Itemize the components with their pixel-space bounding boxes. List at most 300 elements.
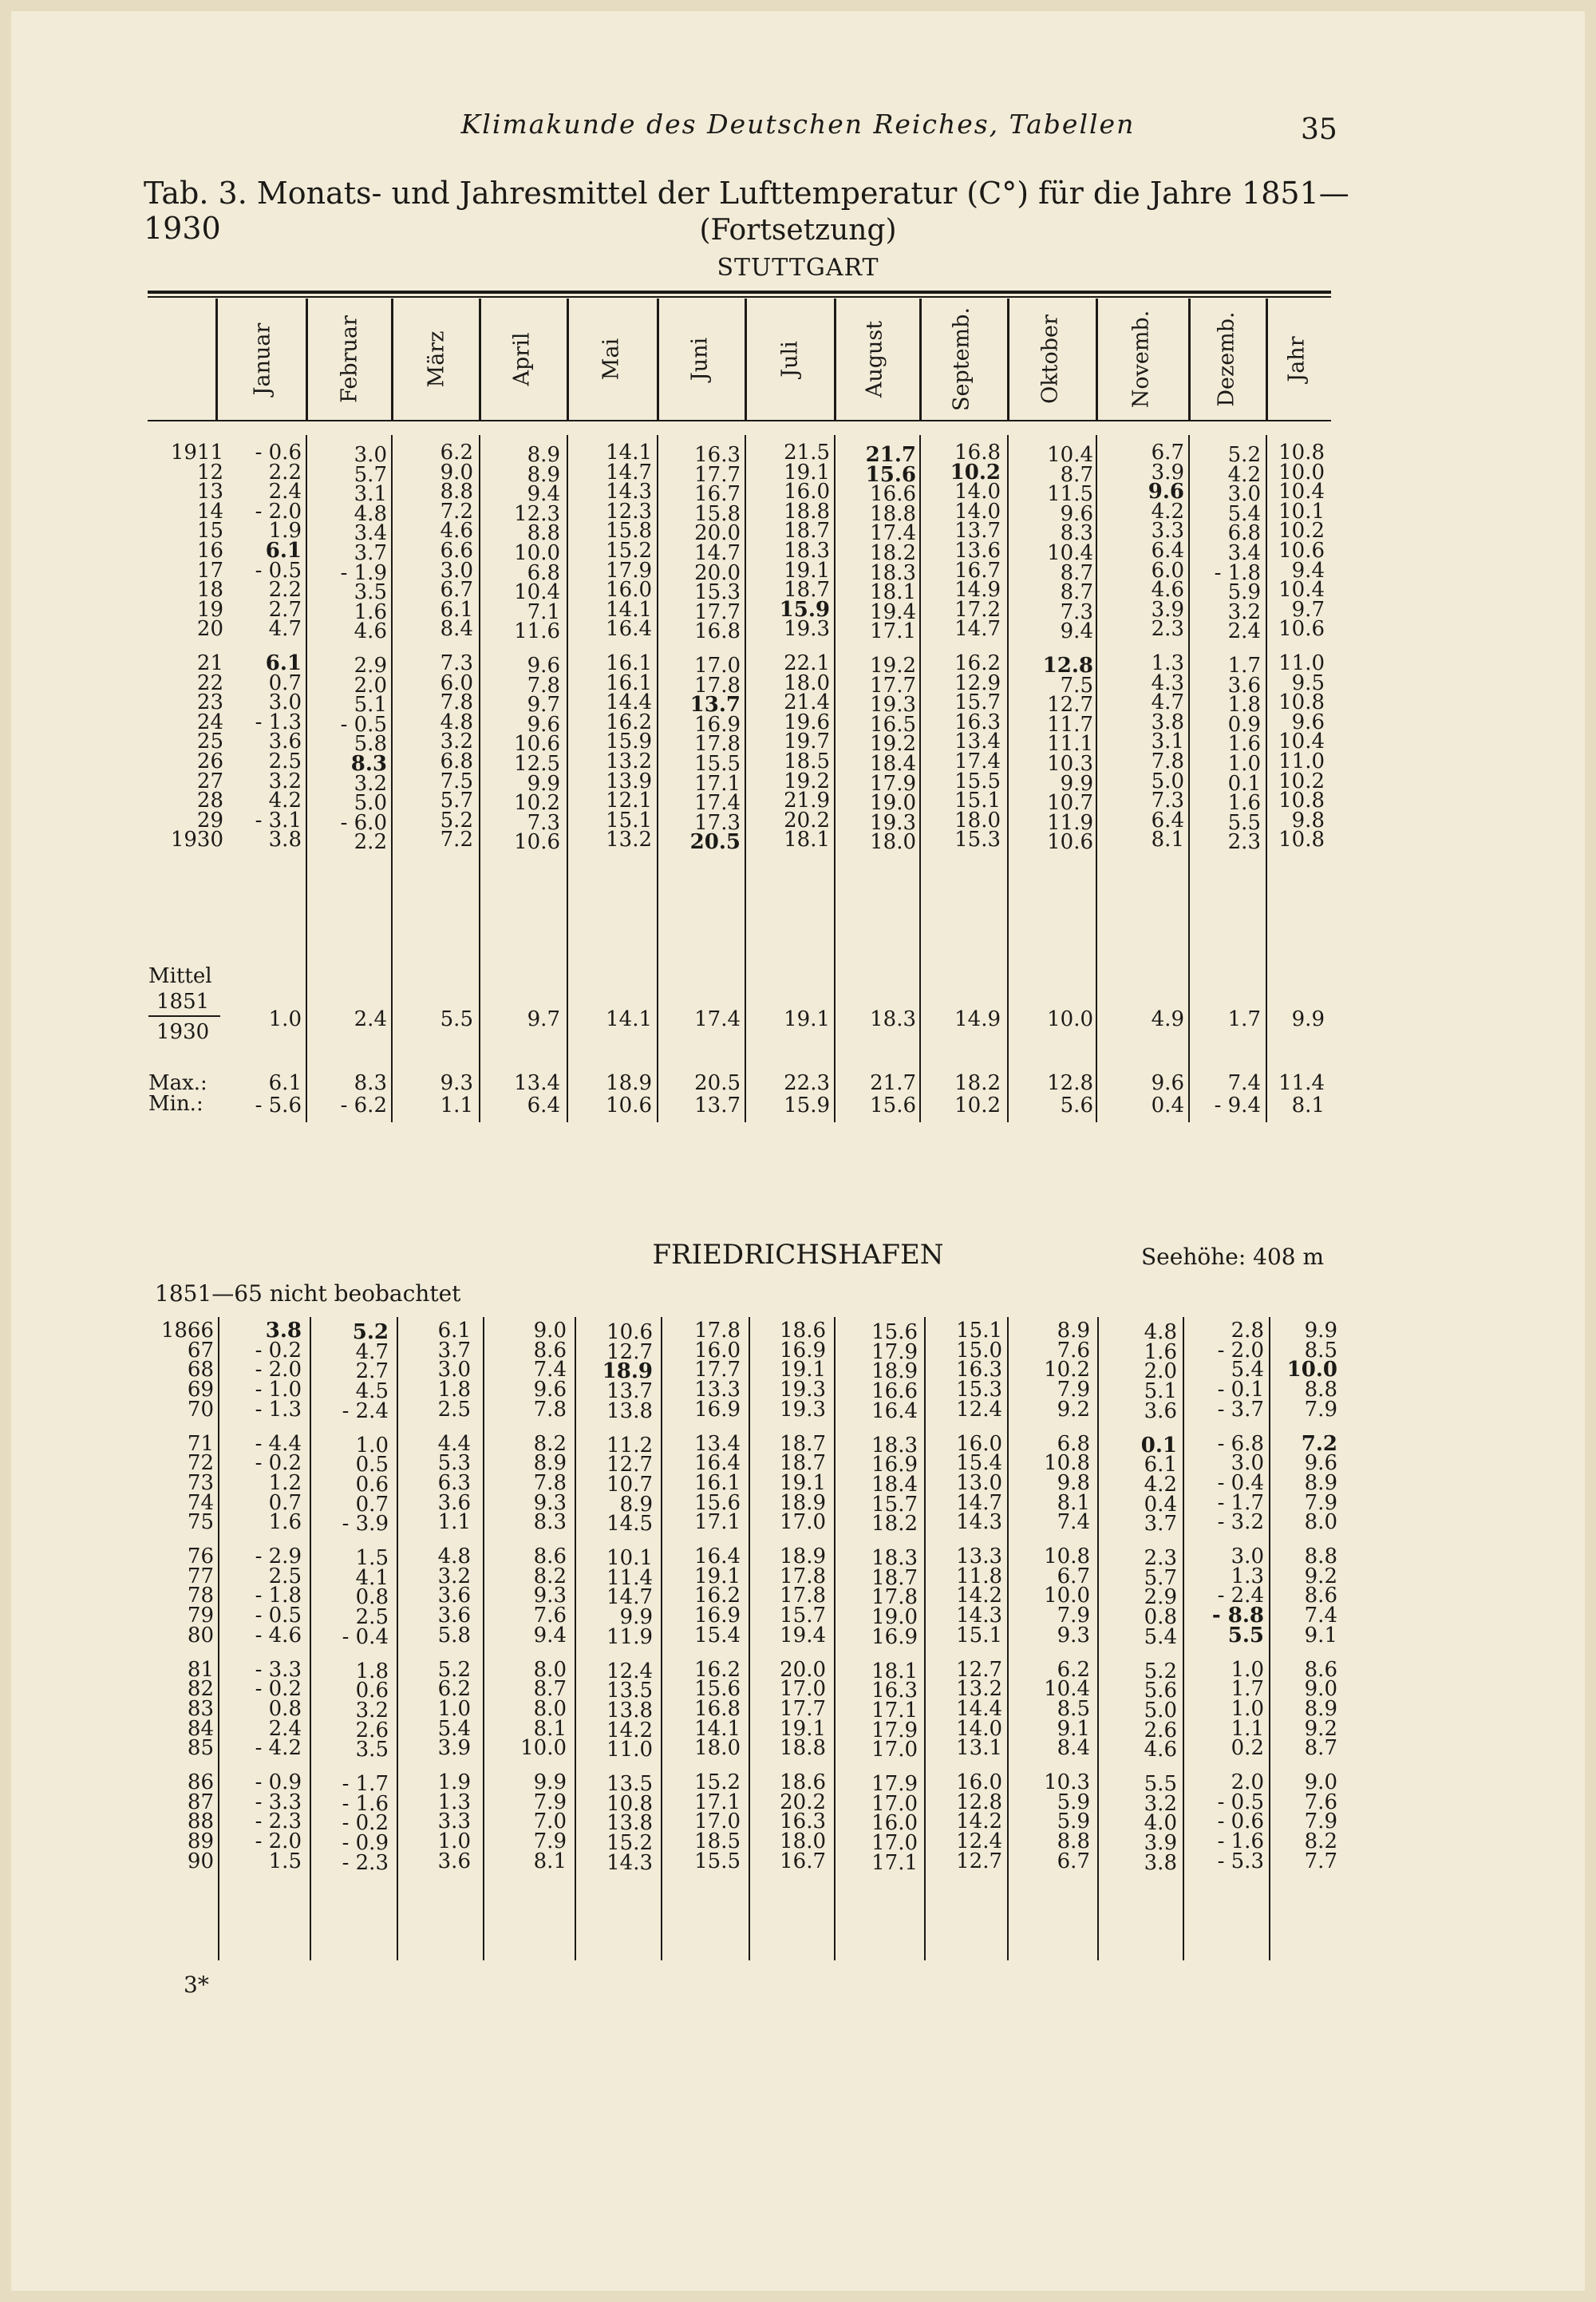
column-rule xyxy=(310,1317,311,1960)
value-cell: 3.0 xyxy=(1231,1451,1264,1476)
value-cell: 0.1 xyxy=(1227,771,1261,796)
value-cell: 0.8 xyxy=(1144,1605,1177,1630)
value-cell: 16.9 xyxy=(694,1604,741,1628)
value-cell: 9.4 xyxy=(533,1623,567,1647)
value-cell: 15.7 xyxy=(780,1604,826,1628)
value-cell: 1.8 xyxy=(355,1659,389,1683)
value-cell: 18.1 xyxy=(870,580,916,605)
value-cell: - 2.3 xyxy=(342,1850,389,1875)
value-cell: 9.5 xyxy=(1291,670,1325,695)
value-cell: 1.9 xyxy=(437,1770,471,1794)
value-cell: 8.7 xyxy=(533,1677,567,1702)
value-cell: 5.0 xyxy=(354,791,387,816)
value-cell: 3.4 xyxy=(1227,541,1261,565)
value-cell: 9.9 xyxy=(1060,771,1093,796)
value-cell: 14.7 xyxy=(606,460,652,485)
column-rule xyxy=(575,1317,576,1960)
value-cell: 16.9 xyxy=(780,1338,826,1363)
year-label: 88 xyxy=(187,1810,214,1834)
value-cell: 17.4 xyxy=(694,791,741,816)
mittel-value: 18.3 xyxy=(870,1007,916,1031)
value-cell: 9.2 xyxy=(1304,1716,1337,1741)
header-rule-top-thin xyxy=(148,296,1331,298)
value-cell: 16.3 xyxy=(954,710,1001,734)
value-cell: 8.6 xyxy=(533,1545,567,1568)
year-label: 84 xyxy=(187,1716,214,1741)
value-cell: - 1.8 xyxy=(1214,560,1261,585)
value-cell: 13.7 xyxy=(606,1379,653,1404)
value-cell: 12.5 xyxy=(514,752,560,776)
min-value: 1.1 xyxy=(440,1094,473,1117)
value-cell: - 4.4 xyxy=(255,1431,302,1456)
value-cell: 3.8 xyxy=(1151,710,1184,734)
value-cell: - 0.5 xyxy=(340,712,387,737)
value-cell: 3.7 xyxy=(354,541,387,565)
value-cell: 17.7 xyxy=(694,599,741,624)
table-title-continued: (Fortsetzung) xyxy=(699,214,897,247)
value-cell: 17.9 xyxy=(871,1339,918,1364)
value-cell: 5.4 xyxy=(1144,1624,1177,1649)
value-cell: 8.3 xyxy=(350,752,387,776)
value-cell: 5.5 xyxy=(1227,1623,1264,1647)
value-cell: 3.8 xyxy=(268,828,302,852)
value-cell: 12.4 xyxy=(956,1397,1002,1422)
value-cell: 4.6 xyxy=(440,519,473,544)
min-value: 6.4 xyxy=(527,1094,560,1117)
value-cell: 14.1 xyxy=(694,1716,741,1741)
value-cell: 16.4 xyxy=(694,1451,741,1476)
month-header-label: Februar xyxy=(337,315,362,403)
value-cell: - 0.9 xyxy=(342,1831,389,1856)
max-value: 11.4 xyxy=(1278,1071,1325,1095)
value-cell: 3.6 xyxy=(437,1604,471,1628)
value-cell: 2.5 xyxy=(268,1564,302,1588)
max-value: 18.2 xyxy=(954,1071,1001,1095)
value-cell: 1.6 xyxy=(354,599,387,624)
month-header-label: Dezemb. xyxy=(1214,311,1239,407)
value-cell: 5.6 xyxy=(1144,1679,1177,1703)
value-cell: 3.2 xyxy=(354,771,387,796)
value-cell: 12.7 xyxy=(956,1849,1002,1873)
value-cell: 20.5 xyxy=(689,830,741,855)
column-rule xyxy=(1266,299,1268,420)
value-cell: 15.6 xyxy=(871,1320,918,1344)
value-cell: 1.9 xyxy=(268,519,302,544)
value-cell: 8.0 xyxy=(1304,1510,1337,1535)
value-cell: 17.0 xyxy=(780,1510,826,1535)
month-header-label: Oktober xyxy=(1037,314,1063,404)
value-cell: 19.1 xyxy=(694,1564,741,1588)
value-cell: 3.0 xyxy=(1227,482,1261,507)
value-cell: 1.5 xyxy=(268,1849,302,1873)
value-cell: 17.7 xyxy=(780,1696,826,1721)
value-cell: 13.2 xyxy=(606,750,652,773)
column-rule xyxy=(657,299,659,420)
value-cell: 16.8 xyxy=(694,1696,741,1721)
value-cell: 10.6 xyxy=(1047,830,1093,855)
value-cell: 3.3 xyxy=(1151,519,1184,544)
column-rule xyxy=(661,1317,662,1960)
value-cell: - 0.4 xyxy=(342,1624,389,1649)
value-cell: 11.7 xyxy=(1047,712,1093,737)
value-cell: 1.3 xyxy=(1231,1564,1264,1588)
value-cell: 9.1 xyxy=(1057,1716,1090,1741)
value-cell: 8.9 xyxy=(1057,1319,1090,1343)
value-cell: 19.3 xyxy=(870,693,916,718)
value-cell: 1.6 xyxy=(268,1510,302,1535)
year-label: 15 xyxy=(196,519,223,544)
value-cell: 5.5 xyxy=(1144,1772,1177,1796)
value-cell: 10.7 xyxy=(606,1472,653,1497)
value-cell: 14.4 xyxy=(606,690,652,715)
value-cell: 6.2 xyxy=(437,1677,471,1702)
year-label: 17 xyxy=(196,558,223,583)
value-cell: 9.0 xyxy=(533,1319,567,1343)
year-label: 90 xyxy=(187,1849,214,1873)
min-value: 13.7 xyxy=(694,1094,741,1117)
year-label: 12 xyxy=(196,460,223,485)
value-cell: 1.0 xyxy=(355,1433,389,1458)
value-cell: 13.8 xyxy=(606,1698,653,1723)
year-label: 18 xyxy=(196,578,223,603)
value-cell: 3.6 xyxy=(437,1584,471,1608)
value-cell: 9.8 xyxy=(1291,808,1325,833)
value-cell: 1.6 xyxy=(1227,791,1261,816)
value-cell: 10.4 xyxy=(1278,730,1325,754)
value-cell: 5.2 xyxy=(437,1657,471,1682)
value-cell: 8.1 xyxy=(533,1849,567,1873)
column-rule xyxy=(1269,1317,1270,1960)
value-cell: 12.7 xyxy=(606,1453,653,1477)
value-cell: 17.9 xyxy=(871,1718,918,1742)
max-value: 13.4 xyxy=(514,1071,560,1095)
value-cell: 3.6 xyxy=(437,1490,471,1515)
value-cell: 2.2 xyxy=(268,578,302,603)
value-cell: 18.0 xyxy=(784,670,830,695)
month-header-label: Januar xyxy=(250,322,275,396)
value-cell: 17.7 xyxy=(870,673,916,698)
value-cell: 2.3 xyxy=(1151,617,1184,642)
value-cell: 10.4 xyxy=(1278,480,1325,504)
value-cell: 16.9 xyxy=(871,1453,918,1477)
value-cell: 19.4 xyxy=(780,1623,826,1647)
value-cell: 4.0 xyxy=(1144,1811,1177,1836)
value-cell: - 1.7 xyxy=(342,1772,389,1796)
year-label: 74 xyxy=(187,1490,214,1515)
column-rule xyxy=(397,1317,398,1960)
value-cell: 8.4 xyxy=(440,617,473,642)
value-cell: 18.4 xyxy=(870,752,916,776)
value-cell: 16.1 xyxy=(606,670,652,695)
value-cell: 9.9 xyxy=(619,1605,653,1630)
value-cell: 12.3 xyxy=(606,499,652,524)
value-cell: 15.1 xyxy=(956,1623,1002,1647)
value-cell: 5.8 xyxy=(354,732,387,757)
value-cell: 19.3 xyxy=(780,1378,826,1402)
value-cell: 6.1 xyxy=(265,539,302,563)
value-cell: 4.6 xyxy=(1151,578,1184,603)
column-rule xyxy=(1097,1317,1099,1960)
value-cell: 18.7 xyxy=(784,578,830,603)
value-cell: 6.1 xyxy=(437,1319,471,1343)
value-cell: - 3.9 xyxy=(342,1512,389,1537)
value-cell: 16.2 xyxy=(606,710,652,734)
value-cell: 2.4 xyxy=(268,1716,302,1741)
max-value: 20.5 xyxy=(694,1071,741,1095)
value-cell: 17.0 xyxy=(694,1810,741,1834)
value-cell: 11.6 xyxy=(514,619,560,644)
value-cell: 10.8 xyxy=(1278,789,1325,813)
value-cell: 18.6 xyxy=(780,1770,826,1794)
column-rule xyxy=(567,299,569,420)
value-cell: 19.7 xyxy=(784,730,830,754)
value-cell: 14.7 xyxy=(954,617,1001,642)
value-cell: 16.3 xyxy=(694,443,741,467)
value-cell: 16.7 xyxy=(954,558,1001,583)
value-cell: 19.3 xyxy=(780,1397,826,1422)
max-value: 21.7 xyxy=(870,1071,916,1095)
value-cell: 9.9 xyxy=(533,1770,567,1794)
month-header xyxy=(231,303,294,415)
value-cell: 7.7 xyxy=(1304,1849,1337,1873)
value-cell: 10.6 xyxy=(1278,539,1325,563)
value-cell: 4.2 xyxy=(1227,462,1261,487)
value-cell: 14.7 xyxy=(694,541,741,565)
value-cell: 17.1 xyxy=(870,619,916,644)
value-cell: 9.0 xyxy=(1304,1677,1337,1702)
value-cell: 17.9 xyxy=(606,558,652,583)
value-cell: 0.6 xyxy=(355,1472,389,1497)
value-cell: 7.8 xyxy=(1151,750,1184,773)
value-cell: 7.8 xyxy=(527,673,560,698)
value-cell: 18.6 xyxy=(780,1319,826,1343)
value-cell: 14.0 xyxy=(954,480,1001,504)
value-cell: 4.6 xyxy=(354,619,387,644)
min-value: 8.1 xyxy=(1291,1094,1325,1117)
value-cell: 16.7 xyxy=(780,1849,826,1873)
mittel-value: 1.0 xyxy=(268,1007,302,1031)
value-cell: 19.2 xyxy=(784,769,830,793)
value-cell: 3.2 xyxy=(1144,1791,1177,1816)
value-cell: 3.0 xyxy=(440,558,473,583)
value-cell: 8.2 xyxy=(533,1431,567,1456)
value-cell: 7.8 xyxy=(440,690,473,715)
value-cell: - 2.0 xyxy=(255,499,302,524)
year-label: 86 xyxy=(187,1770,214,1794)
value-cell: 8.9 xyxy=(619,1492,653,1517)
value-cell: 7.6 xyxy=(1057,1338,1090,1363)
table-title: Tab. 3. Monats- und Jahresmittel der Lufttemperatur (C°) für die Jahre 1851—1930 xyxy=(144,176,1349,246)
value-cell: 9.4 xyxy=(1291,558,1325,583)
value-cell: 1.0 xyxy=(1227,752,1261,776)
value-cell: 8.1 xyxy=(533,1716,567,1741)
value-cell: 8.1 xyxy=(1057,1490,1090,1515)
month-header xyxy=(843,303,907,415)
value-cell: 0.7 xyxy=(268,1490,302,1515)
value-cell: 10.0 xyxy=(1044,1584,1090,1608)
value-cell: 3.0 xyxy=(437,1358,471,1382)
value-cell: 7.8 xyxy=(533,1397,567,1422)
value-cell: 15.9 xyxy=(606,730,652,754)
year-label: 25 xyxy=(196,730,223,754)
value-cell: 11.9 xyxy=(606,1624,653,1649)
mittel-to-year: 1930 xyxy=(156,1020,210,1044)
value-cell: 7.9 xyxy=(1304,1810,1337,1834)
value-cell: 17.8 xyxy=(871,1585,918,1610)
max-value: 8.3 xyxy=(354,1071,387,1095)
value-cell: 5.7 xyxy=(440,789,473,813)
value-cell: 8.0 xyxy=(533,1696,567,1721)
year-label: 1930 xyxy=(170,828,223,852)
value-cell: 4.3 xyxy=(1151,670,1184,695)
value-cell: 9.3 xyxy=(533,1584,567,1608)
value-cell: 2.9 xyxy=(354,654,387,678)
value-cell: 6.7 xyxy=(1057,1849,1090,1873)
value-cell: 15.1 xyxy=(954,789,1001,813)
value-cell: 10.2 xyxy=(1278,519,1325,544)
value-cell: 4.5 xyxy=(355,1379,389,1404)
value-cell: 22.1 xyxy=(784,651,830,675)
value-cell: 4.1 xyxy=(355,1565,389,1590)
value-cell: 6.8 xyxy=(1057,1431,1090,1456)
value-cell: 3.0 xyxy=(1231,1545,1264,1568)
value-cell: 1.1 xyxy=(1231,1716,1264,1741)
value-cell: 10.8 xyxy=(1278,441,1325,465)
value-cell: 17.2 xyxy=(954,597,1001,622)
value-cell: 1.7 xyxy=(1231,1677,1264,1702)
value-cell: 3.2 xyxy=(268,769,302,793)
value-cell: 7.3 xyxy=(527,810,560,835)
value-cell: 15.8 xyxy=(606,519,652,544)
value-cell: 9.7 xyxy=(1291,597,1325,622)
value-cell: 3.9 xyxy=(1151,460,1184,485)
value-cell: 1.0 xyxy=(437,1696,471,1721)
value-cell: 13.7 xyxy=(954,519,1001,544)
month-header-label: Novemb. xyxy=(1128,310,1154,409)
max-value: 22.3 xyxy=(784,1071,830,1095)
value-cell: 0.8 xyxy=(268,1696,302,1721)
value-cell: 5.4 xyxy=(437,1716,471,1741)
value-cell: 14.5 xyxy=(606,1512,653,1537)
value-cell: 2.5 xyxy=(355,1605,389,1630)
value-cell: 17.8 xyxy=(694,673,741,698)
value-cell: 8.8 xyxy=(527,521,560,546)
value-cell: 3.1 xyxy=(1151,730,1184,754)
value-cell: - 0.6 xyxy=(1217,1810,1264,1834)
column-rule xyxy=(745,299,747,420)
value-cell: 2.4 xyxy=(268,480,302,504)
value-cell: 15.6 xyxy=(694,1677,741,1702)
column-rule xyxy=(924,1317,926,1960)
value-cell: 8.6 xyxy=(533,1338,567,1363)
column-rule xyxy=(1007,435,1009,1122)
month-header-label: Juni xyxy=(687,337,713,382)
value-cell: 20.2 xyxy=(784,808,830,833)
value-cell: - 0.5 xyxy=(255,558,302,583)
value-cell: 9.6 xyxy=(527,712,560,737)
value-cell: 3.7 xyxy=(1144,1512,1177,1537)
value-cell: 0.2 xyxy=(1231,1736,1264,1761)
value-cell: 17.8 xyxy=(780,1584,826,1608)
value-cell: 4.2 xyxy=(1144,1472,1177,1497)
month-header xyxy=(318,303,381,415)
value-cell: 7.2 xyxy=(1301,1431,1337,1456)
value-cell: 10.6 xyxy=(1278,617,1325,642)
value-cell: - 2.4 xyxy=(342,1398,389,1423)
value-cell: 1.3 xyxy=(1151,651,1184,675)
value-cell: 11.1 xyxy=(1047,732,1093,757)
value-cell: 15.4 xyxy=(956,1451,1002,1476)
value-cell: 3.4 xyxy=(354,521,387,546)
value-cell: 3.5 xyxy=(354,580,387,605)
value-cell: 1.8 xyxy=(437,1378,471,1402)
value-cell: 7.2 xyxy=(440,828,473,852)
year-label: 68 xyxy=(187,1358,214,1382)
value-cell: - 3.3 xyxy=(255,1657,302,1682)
column-rule xyxy=(1007,299,1009,420)
value-cell: 9.0 xyxy=(1304,1770,1337,1794)
value-cell: 19.2 xyxy=(870,732,916,757)
value-cell: 18.4 xyxy=(871,1472,918,1497)
value-cell: 1.2 xyxy=(268,1470,302,1495)
value-cell: 3.8 xyxy=(265,1319,302,1343)
value-cell: 5.9 xyxy=(1057,1790,1090,1814)
year-label: 85 xyxy=(187,1736,214,1761)
value-cell: 10.8 xyxy=(1044,1545,1090,1568)
column-rule xyxy=(1188,299,1191,420)
max-value: 9.3 xyxy=(440,1071,473,1095)
value-cell: 4.8 xyxy=(354,501,387,526)
value-cell: 7.9 xyxy=(533,1790,567,1814)
month-header xyxy=(1265,303,1329,415)
observation-note: 1851—65 nicht beobachtet xyxy=(155,1280,461,1307)
year-label: 24 xyxy=(196,710,223,734)
value-cell: 12.7 xyxy=(956,1657,1002,1682)
value-cell: 21.9 xyxy=(784,789,830,813)
value-cell: 3.6 xyxy=(1144,1398,1177,1423)
value-cell: 19.4 xyxy=(870,599,916,624)
value-cell: 16.2 xyxy=(954,651,1001,675)
value-cell: 3.6 xyxy=(437,1849,471,1873)
value-cell: 17.8 xyxy=(694,732,741,757)
value-cell: 7.3 xyxy=(1060,599,1093,624)
value-cell: 10.8 xyxy=(1278,690,1325,715)
value-cell: 12.7 xyxy=(1047,693,1093,718)
value-cell: 13.9 xyxy=(606,769,652,793)
value-cell: 8.2 xyxy=(1304,1829,1337,1854)
month-header-label: Juli xyxy=(777,341,803,378)
value-cell: 9.6 xyxy=(527,654,560,678)
value-cell: 1.0 xyxy=(1231,1657,1264,1682)
year-label: 29 xyxy=(196,808,223,833)
month-header xyxy=(1195,303,1258,415)
value-cell: - 0.5 xyxy=(255,1604,302,1628)
value-cell: 10.2 xyxy=(1278,769,1325,793)
value-cell: 7.9 xyxy=(1304,1490,1337,1515)
value-cell: - 2.0 xyxy=(255,1829,302,1854)
value-cell: 13.7 xyxy=(689,693,741,718)
value-cell: 12.9 xyxy=(954,670,1001,695)
month-header-label: Mai xyxy=(598,338,624,381)
value-cell: 12.1 xyxy=(606,789,652,813)
min-value: 15.9 xyxy=(784,1094,830,1117)
value-cell: - 1.3 xyxy=(255,1397,302,1422)
value-cell: 16.0 xyxy=(956,1770,1002,1794)
value-cell: 3.9 xyxy=(1144,1831,1177,1856)
value-cell: 10.4 xyxy=(514,580,560,605)
value-cell: 8.8 xyxy=(1304,1545,1337,1568)
value-cell: 0.4 xyxy=(1144,1492,1177,1517)
